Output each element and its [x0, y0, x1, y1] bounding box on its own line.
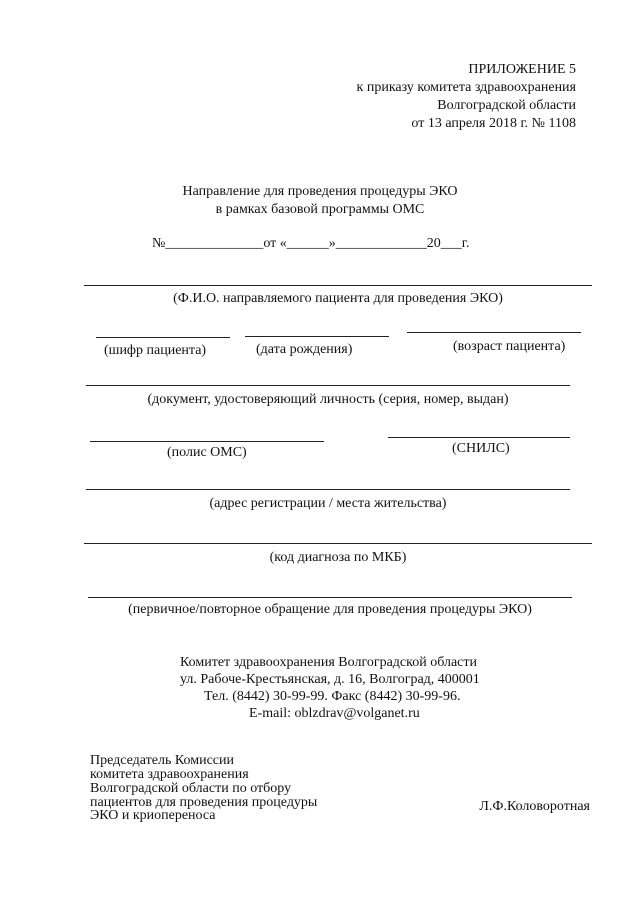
document-subheading: в рамках базовой программы ОМС: [215, 202, 425, 217]
snils-line: [388, 437, 570, 438]
signature-title-4: пациентов для проведения процедуры: [90, 795, 318, 810]
patient-age-line: [407, 332, 581, 333]
patient-name-line: [84, 285, 592, 286]
document-heading: Направление для проведения процедуры ЭКО: [182, 184, 458, 199]
mkb-code-line: [84, 543, 592, 544]
appeal-type-line: [88, 597, 572, 598]
committee-phone: Тел. (8442) 30-99-99. Факс (8442) 30-99-96.: [204, 689, 461, 704]
signature-name: Л.Ф.Коловоротная: [479, 799, 590, 814]
appendix-title: ПРИЛОЖЕНИЕ 5: [468, 62, 576, 77]
committee-name: Комитет здравоохранения Волгоградской области: [180, 655, 478, 670]
signature-title-3: Волгоградской области по отбору: [90, 781, 292, 796]
address-caption: (адрес регистрации / места жительства): [209, 496, 447, 511]
signature-title-2: комитета здравоохранения: [90, 767, 249, 782]
oms-policy-line: [90, 441, 324, 442]
birth-date-caption: (дата рождения): [256, 342, 353, 357]
patient-code-line: [96, 337, 230, 338]
appeal-type-caption: (первичное/повторное обращение для проведения процедуры ЭКО): [128, 602, 532, 617]
address-line: [86, 489, 570, 490]
appendix-order-line: к приказу комитета здравоохранения: [356, 80, 576, 95]
mkb-code-caption: (код диагноза по МКБ): [269, 550, 407, 565]
appendix-date-line: от 13 апреля 2018 г. № 1108: [411, 116, 576, 131]
number-date-line: №______________от «______»_____________20___г.: [152, 236, 470, 251]
patient-name-caption: (Ф.И.О. направляемого пациента для проведения ЭКО): [173, 291, 503, 306]
identity-document-caption: (документ, удостоверяющий личность (серия, номер, выдан): [147, 392, 509, 407]
snils-caption: (СНИЛС): [452, 441, 510, 456]
signature-title-1: Председатель Комиссии: [90, 753, 234, 768]
appendix-region-line: Волгоградской области: [437, 98, 576, 113]
identity-document-line: [86, 385, 570, 386]
committee-address: ул. Рабоче-Крестьянская, д. 16, Волгоград, 400001: [180, 672, 480, 687]
birth-date-line: [245, 336, 389, 337]
patient-code-caption: (шифр пациента): [104, 343, 207, 358]
committee-email: E-mail: oblzdrav@volganet.ru: [249, 706, 420, 721]
patient-age-caption: (возраст пациента): [453, 339, 566, 354]
signature-title-5: ЭКО и криопереноса: [90, 808, 216, 823]
oms-policy-caption: (полис ОМС): [167, 445, 247, 460]
